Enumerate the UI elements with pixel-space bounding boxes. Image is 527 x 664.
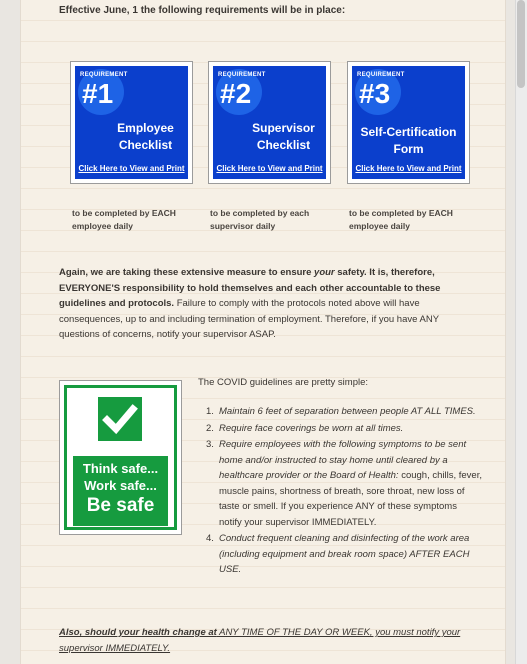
guideline-item [206,404,482,420]
view-print-link[interactable]: Click Here to View and Print [216,164,323,173]
paragraph-emphasis: your [314,267,335,278]
view-print-link[interactable]: Click Here to View and Print [78,164,185,173]
guideline-text: Require employees with the following symptoms to be sent home and/or instructed to stay home until cleared by a healthcare provider or the Board of Health: [219,439,467,481]
view-print-link[interactable]: Click Here to View and Print [355,164,462,173]
notice-rest: ANY TIME OF THE DAY OR WEEK, you must notify your supervisor IMMEDIATELY. [59,627,461,654]
requirement-card-1-graphic[interactable] [75,66,188,179]
requirement-number: #3 [359,78,391,109]
scrollbar-thumb[interactable] [517,0,525,88]
paragraph-bold-b: safety. It is, therefore, EVERYONE'S responsibility to hold themselves and each other accountable to these guidelines and protocols. [59,267,441,309]
requirement-label: REQUIREMENT [357,72,405,78]
requirement-title: Employee Checklist [117,121,174,152]
sign-border [64,385,177,530]
requirement-title: Supervisor Checklist [252,121,315,152]
requirement-title: Self-Certification Form [360,125,457,156]
requirement-card-3-graphic[interactable] [352,66,465,179]
scrollbar-track[interactable] [515,0,527,664]
requirement-card-2[interactable] [208,61,331,184]
guideline-text: Conduct frequent cleaning and disinfecting of the work area (including equipment and break room space) AFTER EACH USE. [219,533,470,575]
guideline-text: Maintain 6 feet of separation between people AT ALL TIMES. [219,406,476,417]
intro-text: Effective June, 1 the following requirements will be in place: [59,5,346,16]
guidelines-intro: The COVID guidelines are pretty simple: [198,377,369,388]
guideline-item [206,421,482,437]
sign-line-3: Be safe [86,495,155,516]
health-change-notice [59,625,479,656]
requirement-number: #1 [82,78,114,109]
guideline-detail: cough, chills, fever, muscle pains, shortness of breath, sore throat, new loss of taste or smell. If you experience ANY of these symptoms notify your supervisor IMMEDIATELY. [219,470,482,528]
guideline-text: Require face coverings be worn at all times. [219,422,404,434]
checkmark-icon [98,397,142,441]
guidelines-list [206,404,482,579]
guideline-number: 1. [206,406,214,417]
sign-line-1: Think safe... [82,461,159,476]
requirement-card-2-graphic[interactable] [213,66,326,179]
card-1-caption: to be completed by EACH employee daily [72,208,176,231]
safety-sign-image [59,380,182,535]
guideline-item [206,437,482,530]
sign-slogan-panel [73,456,168,526]
requirement-label: REQUIREMENT [218,72,266,78]
requirement-card-1[interactable] [70,61,193,184]
card-2-caption: to be completed by each supervisor daily [210,208,310,231]
paragraph-bold-a: Again, we are taking these extensive measure to ensure [59,267,315,278]
sign-line-2: Work safe... [84,478,157,493]
guideline-number: 2. [206,422,214,434]
card-3-caption: to be completed by EACH employee daily [349,208,453,231]
requirement-number: #2 [220,78,252,109]
guideline-number: 3. [206,439,214,450]
guideline-item [206,531,482,578]
requirement-card-3[interactable] [347,61,470,184]
guideline-number: 4. [206,533,214,544]
accountability-paragraph [59,265,479,343]
notice-bold: Also, should your health change at [59,627,217,638]
paragraph-normal: Failure to comply with the protocols noted above will have consequences, up to and including termination of employment. Therefore, if you have ANY questions of concerns, notify your supervisor ASAP. [59,298,439,340]
requirement-label: REQUIREMENT [80,72,128,78]
